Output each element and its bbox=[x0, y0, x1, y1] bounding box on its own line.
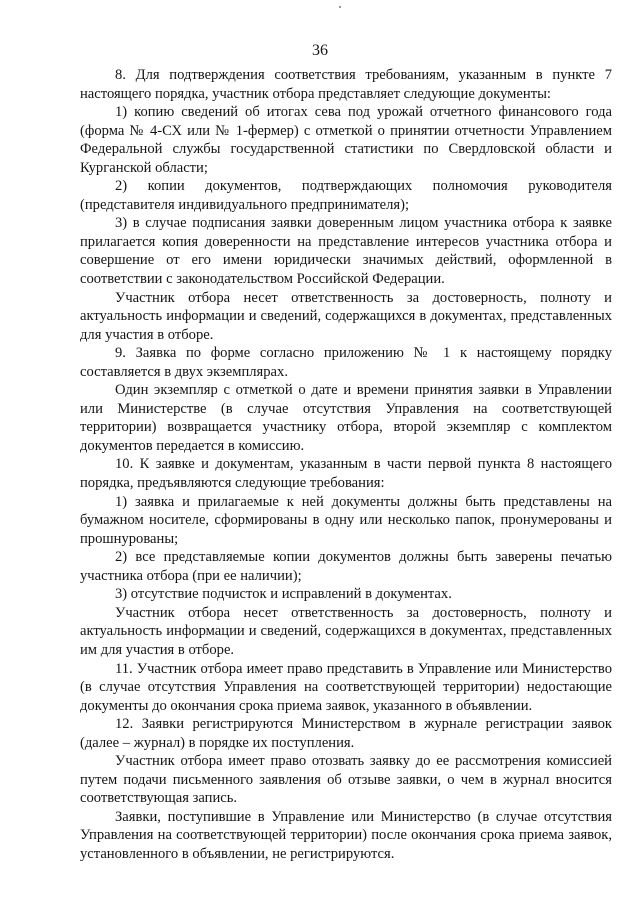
document-body bbox=[80, 66, 612, 864]
paragraph-10-intro: 10. К заявке и документам, указанным в части первой пункта 8 настоящего порядка, предъявляются следующие требования: bbox=[80, 456, 612, 492]
paragraph-12: 12. Заявки регистрируются Министерством в журнале регистрации заявок (далее – журнал) в порядке их поступления. bbox=[80, 716, 612, 751]
paragraph-8-item-3: 3) в случае подписания заявки доверенным лицом участника отбора к заявке прилагается копия доверенности на представление интересов участника отбора и совершение от его имени юридически значимых действий, оформленной в соответствии с законодательством Российской Федерации. bbox=[80, 215, 612, 288]
paragraph-12-withdraw: Участник отбора имеет право отозвать заявку до ее рассмотрения комиссией путем подачи письменного заявления об отзыве заявки, о чем в журнал вносится соответствующая запись. bbox=[80, 753, 612, 807]
paragraph-12-late: Заявки, поступившие в Управление или Министерство (в случае отсутствия Управления на соответствующей территории) после окончания срока приема заявок, установленного в объявлении, не регистрируются. bbox=[80, 808, 612, 862]
paragraph-9: 9. Заявка по форме согласно приложению № 1 к настоящему порядку составляется в двух экземплярах. bbox=[80, 345, 612, 380]
paragraph-11: 11. Участник отбора имеет право представить в Управление или Министерство (в случае отсутствия Управления на соответствующей территории) недостающие документы до окончания срока приема заявок, указанного в объявлении. bbox=[80, 660, 612, 714]
paragraph-8-item-2: 2) копии документов, подтверждающих полномочия руководителя (представителя индивидуального предпринимателя); bbox=[80, 178, 612, 213]
paragraph-8-intro: 8. Для подтверждения соответствия требованиям, указанным в пункте 7 настоящего порядка, участник отбора представляет следующие документы: bbox=[80, 67, 612, 102]
paragraph-responsibility-1: Участник отбора несет ответственность за достоверность, полноту и актуальность информации и сведений, содержащихся в документах, представленных для участия в отборе. bbox=[80, 289, 612, 343]
paragraph-responsibility-2: Участник отбора несет ответственность за достоверность, полноту и актуальность информации и сведений, содержащихся в документах, представленных им для участия в отборе. bbox=[80, 604, 612, 658]
paragraph-10-item-1: 1) заявка и прилагаемые к ней документы должны быть представлены на бумажном носителе, сформированы в одну или несколько папок, пронумерованы и прошнурованы; bbox=[80, 493, 612, 547]
scan-speck bbox=[339, 6, 341, 8]
paragraph-10-item-3: 3) отсутствие подчисток и исправлений в документах. bbox=[115, 586, 452, 603]
paragraph-10-item-2: 2) все представляемые копии документов должны быть заверены печатью участника отбора (при ее наличии); bbox=[80, 549, 612, 584]
paragraph-8-item-1: 1) копию сведений об итогах сева под урожай отчетного финансового года (форма № 4-СХ или № 1-фермер) с отметкой о принятии отчетности Управлением Федеральной службы государственной статистики по Свердловской области и Курганской области; bbox=[80, 104, 612, 176]
page-number: 36 bbox=[312, 42, 328, 59]
paragraph-9-copy: Один экземпляр с отметкой о дате и времени принятия заявки в Управлении или Министерстве (в случае отсутствия Управления на соответствующей территории) возвращается участнику отбора, второй экземпляр с комплектом документов передается в комиссию. bbox=[80, 382, 612, 454]
